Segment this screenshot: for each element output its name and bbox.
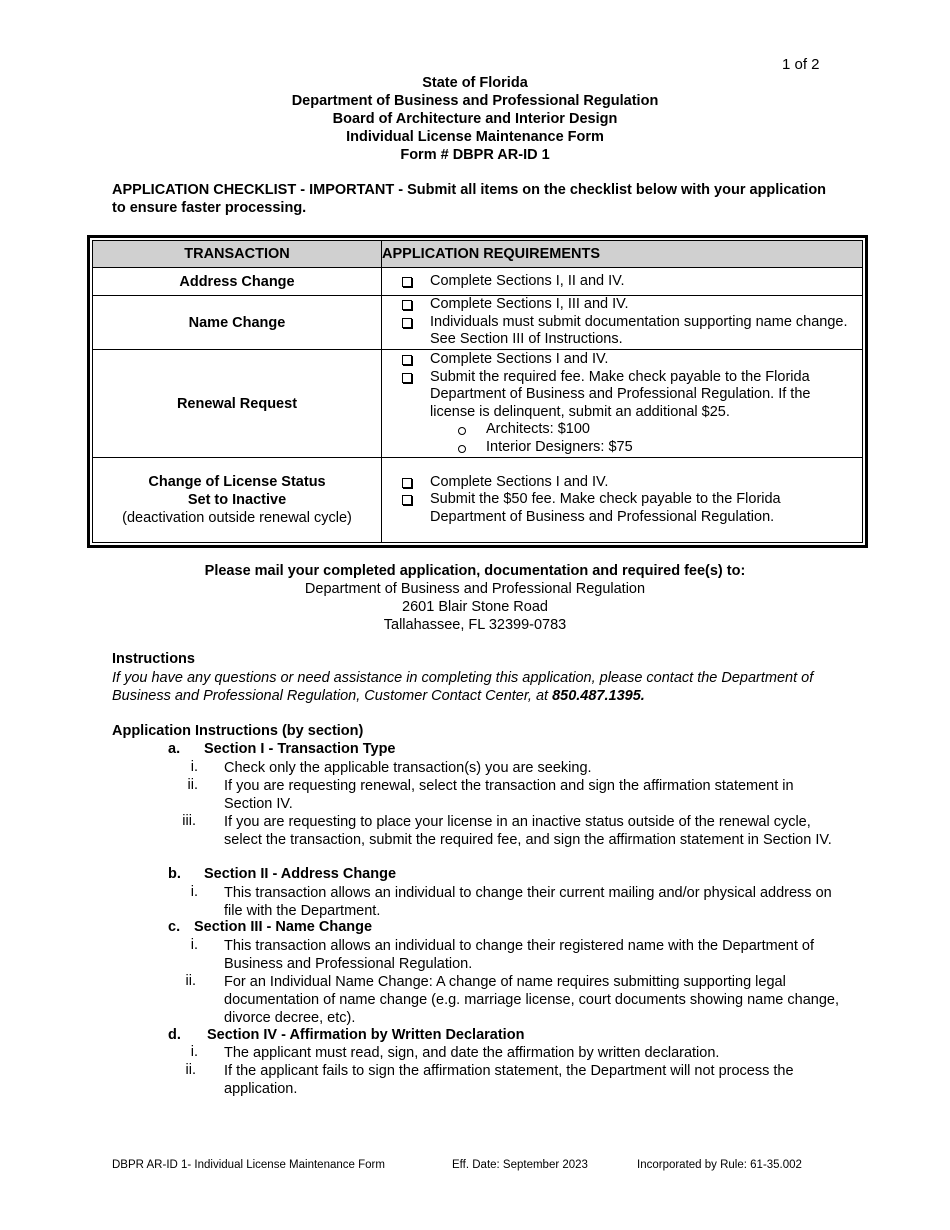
instruction-item: This transaction allows an individual to change their current mailing and/or physical address on file with the Department. <box>224 885 832 919</box>
checkbox-icon <box>402 318 412 328</box>
header-board: Board of Architecture and Interior Design <box>332 111 618 127</box>
table-row <box>93 296 863 350</box>
mail-line: 2601 Blair Stone Road <box>402 599 548 615</box>
mail-heading: Please mail your completed application, documentation and required fee(s) to: <box>204 563 746 579</box>
column-header-requirements: APPLICATION REQUIREMENTS <box>382 241 863 268</box>
requirements-cell <box>382 296 863 350</box>
instruction-item: The applicant must read, sign, and date the affirmation by written declaration. <box>224 1045 720 1061</box>
table-header-row <box>93 241 863 268</box>
column-header-transaction: TRANSACTION <box>93 241 382 268</box>
phone-number: 850.487.1395. <box>552 688 645 704</box>
instruction-item: If the applicant fails to sign the affirmation statement, the Department will not process the application. <box>224 1063 794 1097</box>
transaction-cell: Change of License Status Set to Inactive (deactivation outside renewal cycle) <box>93 458 382 543</box>
fee-item: Interior Designers: $75 <box>382 439 862 457</box>
footer-form-name: DBPR AR-ID 1- Individual License Maintenance Form <box>112 1159 385 1171</box>
table-row <box>93 350 863 458</box>
instructions-body: If you have any questions or need assistance in completing this application, please contact the Department of Business and Professional Regulation, Customer Contact Center, at 850.487.1395. <box>112 670 814 704</box>
transaction-cell: Renewal Request <box>93 350 382 458</box>
header-department: Department of Business and Professional Regulation <box>291 93 659 109</box>
header-form-title: Individual License Maintenance Form <box>346 129 604 145</box>
requirements-table <box>92 240 863 543</box>
item-number: i. <box>190 1044 198 1060</box>
requirement-item: Submit the $50 fee. Make check payable to the Florida Department of Business and Professional Regulation. <box>382 491 862 526</box>
requirements-cell <box>382 458 863 543</box>
item-number: i. <box>190 937 198 953</box>
item-number: ii. <box>185 1062 196 1078</box>
checkbox-icon <box>402 277 412 287</box>
bullet-circle-icon <box>458 427 466 435</box>
footer-rule: Incorporated by Rule: 61-35.002 <box>637 1159 802 1171</box>
checkbox-icon <box>402 478 412 488</box>
bullet-circle-icon <box>458 445 466 453</box>
requirement-item: Complete Sections I, II and IV. <box>382 273 862 291</box>
instruction-item: If you are requesting renewal, select the transaction and sign the affirmation statement in Section IV. <box>224 778 794 812</box>
requirements-cell <box>382 268 863 296</box>
page-number: 1 of 2 <box>782 56 820 73</box>
footer-effective-date: Eff. Date: September 2023 <box>452 1159 588 1171</box>
item-number: iii. <box>182 813 196 829</box>
fee-item: Architects: $100 <box>382 421 862 439</box>
table-row <box>93 458 863 543</box>
instruction-item: If you are requesting to place your license in an inactive status outside of the renewal cycle, select the transaction, submit the required fee, and sign the affirmation statement in Section IV. <box>224 814 832 848</box>
instructions-title: Instructions <box>112 651 195 667</box>
table-row <box>93 268 863 296</box>
item-number: i. <box>190 759 198 775</box>
form-header <box>0 74 950 164</box>
header-state: State of Florida <box>422 75 528 91</box>
section-heading: c. Section III - Name Change <box>168 919 373 935</box>
transaction-cell: Address Change <box>93 268 382 296</box>
requirement-item: Complete Sections I, III and IV. <box>382 296 862 314</box>
requirement-item: Complete Sections I and IV. <box>382 351 862 369</box>
section-heading: d. Section IV - Affirmation by Written Declaration <box>168 1027 525 1043</box>
mail-line: Department of Business and Professional Regulation <box>304 581 646 597</box>
checkbox-icon <box>402 355 412 365</box>
requirement-item: Complete Sections I and IV. <box>382 474 862 492</box>
instruction-item: For an Individual Name Change: A change of name requires submitting supporting legal documentation of name change (e.g. marriage license, court documents showing name change, divorce decree, etc). <box>224 974 839 1026</box>
checkbox-icon <box>402 495 412 505</box>
item-number: ii. <box>187 777 198 793</box>
requirements-cell <box>382 350 863 458</box>
transaction-cell: Name Change <box>93 296 382 350</box>
instruction-item: This transaction allows an individual to change their registered name with the Department of Business and Professional Regulation. <box>224 938 814 972</box>
item-number: i. <box>190 884 198 900</box>
section-heading: b. Section II - Address Change <box>168 866 397 882</box>
mail-line: Tallahassee, FL 32399-0783 <box>383 617 567 633</box>
item-number: ii. <box>185 973 196 989</box>
mailing-address-block <box>0 562 950 634</box>
requirement-item: Submit the required fee. Make check payable to the Florida Department of Business and Professional Regulation. If the license is delinquent, submit an additional $25. <box>382 369 862 422</box>
section-heading: a. Section I - Transaction Type <box>168 741 396 757</box>
checklist-intro: APPLICATION CHECKLIST - IMPORTANT - Submit all items on the checklist below with your application to ensure faster processing. <box>112 182 827 216</box>
checkbox-icon <box>402 300 412 310</box>
instruction-item: Check only the applicable transaction(s) you are seeking. <box>224 760 592 776</box>
application-instructions-title: Application Instructions (by section) <box>112 723 364 739</box>
checkbox-icon <box>402 373 412 383</box>
requirements-table-frame <box>87 235 868 548</box>
header-form-number: Form # DBPR AR-ID 1 <box>400 147 550 163</box>
requirement-item: Individuals must submit documentation supporting name change. See Section III of Instructions. <box>382 314 862 349</box>
